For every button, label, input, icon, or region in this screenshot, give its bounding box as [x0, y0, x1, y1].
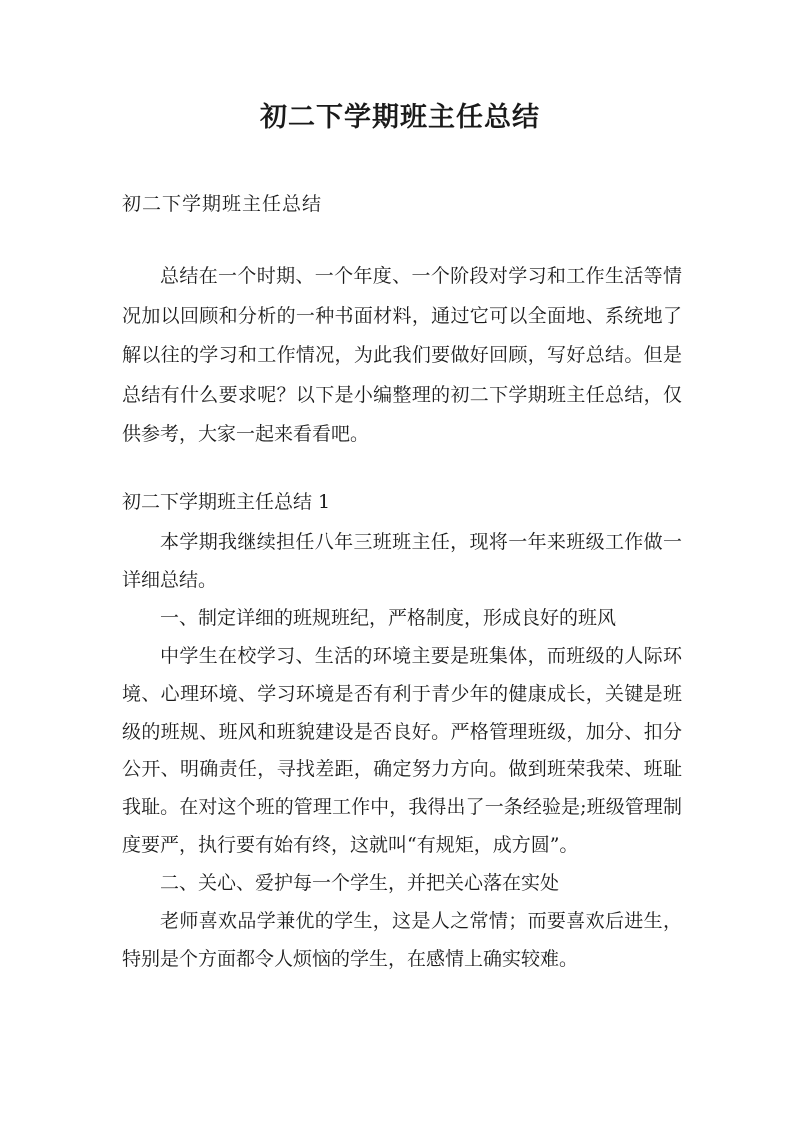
document-subtitle: 初二下学期班主任总结 — [122, 193, 323, 215]
body-paragraph: 老师喜欢品学兼优的学生，这是人之常情；而要喜欢后进生，特别是个方面都令人烦恼的学生，在感情上确实较难。 — [122, 910, 682, 970]
section-body — [122, 524, 682, 979]
intro-paragraph: 总结在一个时期、一个年度、一个阶段对学习和工作生活等情况加以回顾和分析的一种书面材料，通过它可以全面地、系统地了解以往的学习和工作情况，为此我们要做好回顾，写好总结。但是总结有什么要求呢？以下是小编整理的初二下学期班主任总结，仅供参考，大家一起来看看吧。 — [122, 265, 682, 445]
section-heading: 初二下学期班主任总结 1 — [122, 491, 331, 513]
body-paragraph: 本学期我继续担任八年三班班主任，现将一年来班级工作做一详细总结。 — [122, 531, 682, 591]
body-heading-1: 一、制定详细的班规班纪，严格制度，形成良好的班风 — [160, 606, 617, 629]
document-title: 初二下学期班主任总结 — [260, 102, 540, 133]
body-paragraph: 中学生在校学习、生活的环境主要是班集体，而班级的人际环境、心理环境、学习环境是否有利于青少年的健康成长，关键是班级的班规、班风和班貌建设是否良好。严格管理班级，加分、扣分公开、明确责任，寻找差距，确定努力方向。做到班荣我荣、班耻我耻。在对这个班的管理工作中，我得出了一条经验是;班级管理制度要严，执行要有始有终，这就叫“有规矩，成方圆”。 — [122, 644, 682, 857]
body-heading-2: 二、关心、爱护每一个学生，并把关心落在实处 — [160, 872, 560, 895]
